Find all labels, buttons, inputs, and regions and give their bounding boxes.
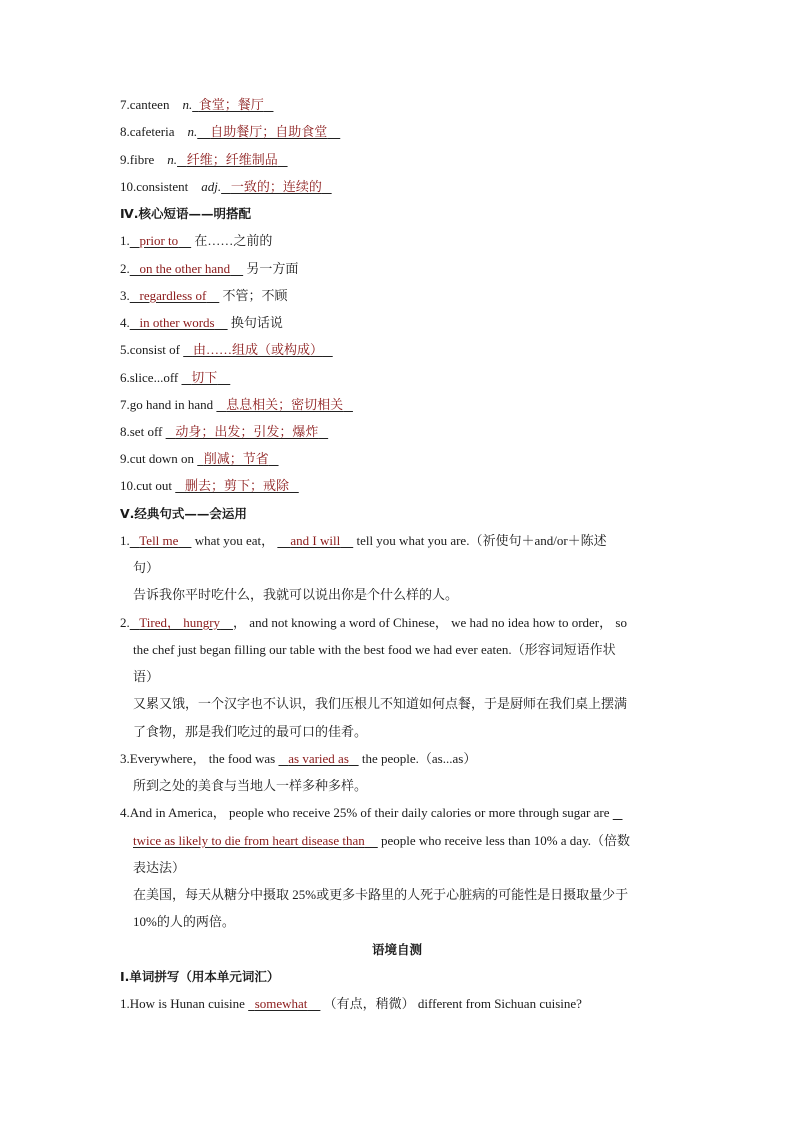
answer-blank: 削减；节省	[203, 451, 269, 466]
translation: 所到之处的美食与当地人一样多种多样。	[133, 778, 368, 793]
question-item: 1.How is Hunan cuisine somewhat （有点，稍微） different from Sichuan cuisine?	[120, 996, 582, 1011]
answer-blank: Tell me	[139, 533, 179, 548]
phrase-item: 4. in other words 换句话说	[120, 315, 283, 330]
sentence-item: 4.And in America， people who receive 25% of their daily calories or more through sugar are	[120, 805, 610, 820]
answer-blank: Tired， hungry	[139, 615, 221, 630]
phrase-item: 7.go hand in hand 息息相关；密切相关	[120, 397, 344, 412]
vocab-item: 7.canteen n. 食堂；餐厅	[120, 97, 264, 112]
sentence-item: 2. Tired， hungry ， and not knowing a word of Chinese， we had no idea how to order， so	[120, 615, 627, 630]
phrase-item: 9.cut down on 削减；节省	[120, 451, 269, 466]
phrase-item: 5.consist of 由……组成（或构成）	[120, 342, 323, 357]
selftest-subheading: Ⅰ.单词拼写（用本单元词汇）	[120, 969, 280, 984]
translation: 在美国，每天从糖分中摄取 25%或更多卡路里的人死于心脏病的可能性是日摄取量少于	[133, 887, 629, 902]
translation: 告诉我你平时吃什么，我就可以说出你是个什么样的人。	[133, 587, 459, 602]
sentence-text: 句）	[133, 560, 160, 575]
phrase-item: 1. prior to 在……之前的	[120, 233, 273, 248]
answer-blank: 食堂；餐厅	[198, 97, 264, 112]
section-heading: Ⅳ.核心短语——明搭配	[120, 206, 251, 221]
answer-blank: 纤维；纤维制品	[186, 152, 278, 167]
answer-blank: and I will	[290, 533, 341, 548]
answer-blank: 息息相关；密切相关	[226, 397, 344, 412]
sentence-item: 3.Everywhere， the food was as varied as the people.（as...as）	[120, 751, 477, 766]
sentence-text: 语）	[133, 669, 160, 684]
answer-blank: prior to	[139, 233, 179, 248]
vocab-item: 8.cafeteria n. 自助餐厅；自助食堂	[120, 124, 328, 139]
phrase-item: 10.cut out 删去；剪下；戒除	[120, 478, 290, 493]
sentence-text: twice as likely to die from heart disease than people who receive less than 10% a day.（倍数	[133, 833, 630, 848]
answer-blank: 删去；剪下；戒除	[185, 478, 290, 493]
answer-blank: regardless of	[139, 288, 207, 303]
answer-blank: 切下	[191, 370, 218, 385]
answer-blank: somewhat	[254, 996, 308, 1011]
answer-blank: 由……组成（或构成）	[192, 342, 323, 357]
translation: 10%的人的两倍。	[133, 914, 235, 929]
answer-blank: as varied as	[288, 751, 349, 766]
answer-blank: 动身；出发；引发；爆炸	[175, 424, 319, 439]
answer-blank: twice as likely to die from heart disease than	[133, 833, 365, 848]
vocab-item: 10.consistent adj. 一致的；连续的	[120, 179, 322, 194]
phrase-item: 3. regardless of 不管；不顾	[120, 288, 288, 303]
section-heading: Ⅴ.经典句式——会运用	[120, 506, 247, 521]
vocab-item: 9.fibre n. 纤维；纤维制品	[120, 152, 278, 167]
selftest-title: 语境自测	[371, 942, 422, 957]
phrase-item: 2. on the other hand 另一方面	[120, 261, 299, 276]
answer-blank: on the other hand	[139, 261, 231, 276]
phrase-item: 6.slice...off 切下	[120, 370, 218, 385]
answer-blank: in other words	[139, 315, 215, 330]
translation: 又累又饿，一个汉字也不认识，我们压根儿不知道如何点餐，于是厨师在我们桌上摆满	[133, 696, 628, 711]
sentence-item: 1. Tell me what you eat， and I will tell you what you are.（祈使句＋and/or＋陈述	[120, 533, 607, 548]
phrase-item: 8.set off 动身；出发；引发；爆炸	[120, 424, 319, 439]
sentence-text: the chef just began filling our table with the best food we had ever eaten.（形容词短语作状	[133, 642, 616, 657]
answer-blank: 一致的；连续的	[230, 179, 322, 194]
translation: 了食物，那是我们吃过的最可口的佳肴。	[133, 724, 368, 739]
answer-blank: 自助餐厅；自助食堂	[210, 124, 328, 139]
sentence-text: 表达法）	[133, 860, 186, 875]
